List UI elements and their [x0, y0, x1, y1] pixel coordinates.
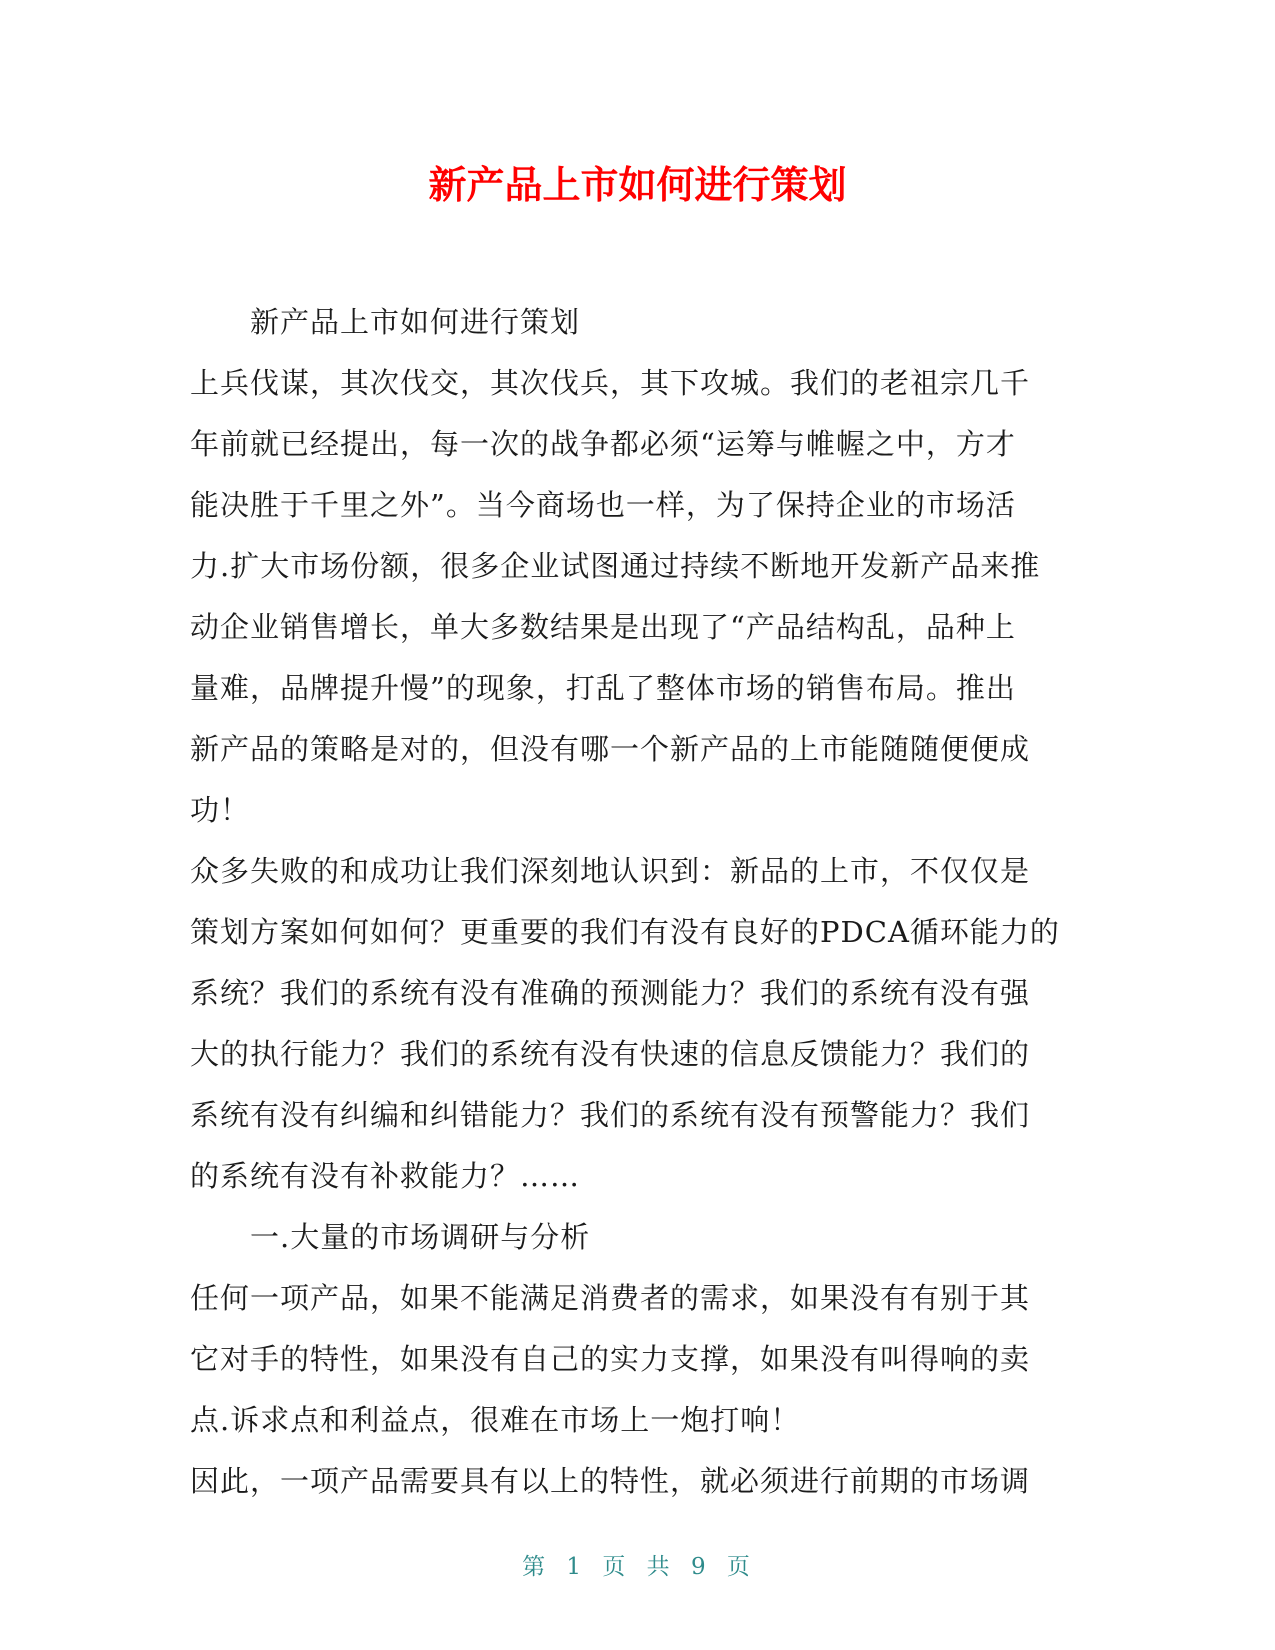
- paragraph-line: 动企业销售增长，单大多数结果是出现了“产品结构乱，品种上: [190, 610, 1016, 644]
- paragraph-line: 因此，一项产品需要具有以上的特性，就必须进行前期的市场调: [190, 1464, 1031, 1498]
- document-body: [190, 292, 1080, 1512]
- paragraph-line: 任何一项产品，如果不能满足消费者的需求，如果没有有别于其: [190, 1281, 1031, 1315]
- page-footer: 第 1 页 共 9 页: [522, 1554, 753, 1580]
- paragraph-line: 系统？我们的系统有没有准确的预测能力？我们的系统有没有强: [190, 976, 1031, 1010]
- paragraph-line: 点.诉求点和利益点，很难在市场上一炮打响！: [190, 1403, 801, 1437]
- paragraph-line: 众多失败的和成功让我们深刻地认识到：新品的上市，不仅仅是: [190, 854, 1031, 888]
- paragraph-line: 它对手的特性，如果没有自己的实力支撑，如果没有叫得响的卖: [190, 1342, 1031, 1376]
- paragraph-line: 系统有没有纠编和纠错能力？我们的系统有没有预警能力？我们: [190, 1098, 1031, 1132]
- paragraph-line: 策划方案如何如何？更重要的我们有没有良好的PDCA循环能力的: [190, 915, 1060, 949]
- subtitle-line: 新产品上市如何进行策划: [250, 305, 581, 339]
- paragraph-line: 大的执行能力？我们的系统有没有快速的信息反馈能力？我们的: [190, 1037, 1031, 1071]
- paragraph-line: 新产品的策略是对的，但没有哪一个新产品的上市能随随便便成: [190, 732, 1031, 766]
- section-heading: 一.大量的市场调研与分析: [250, 1220, 591, 1254]
- paragraph-line: 年前就已经提出，每一次的战争都必须“运筹与帷幄之中，方才: [190, 427, 1016, 461]
- paragraph-line: 量难，品牌提升慢”的现象，打乱了整体市场的销售布局。推出: [190, 671, 1016, 705]
- paragraph-line: 的系统有没有补救能力？……: [190, 1159, 581, 1193]
- document-title: 新产品上市如何进行策划: [428, 163, 847, 207]
- paragraph-line: 能决胜于千里之外”。当今商场也一样，为了保持企业的市场活: [190, 488, 1016, 522]
- paragraph-line: 力.扩大市场份额，很多企业试图通过持续不断地开发新产品来推: [190, 549, 1041, 583]
- paragraph-line: 上兵伐谋，其次伐交，其次伐兵，其下攻城。我们的老祖宗几千: [190, 366, 1031, 400]
- paragraph-line: 功！: [190, 793, 251, 827]
